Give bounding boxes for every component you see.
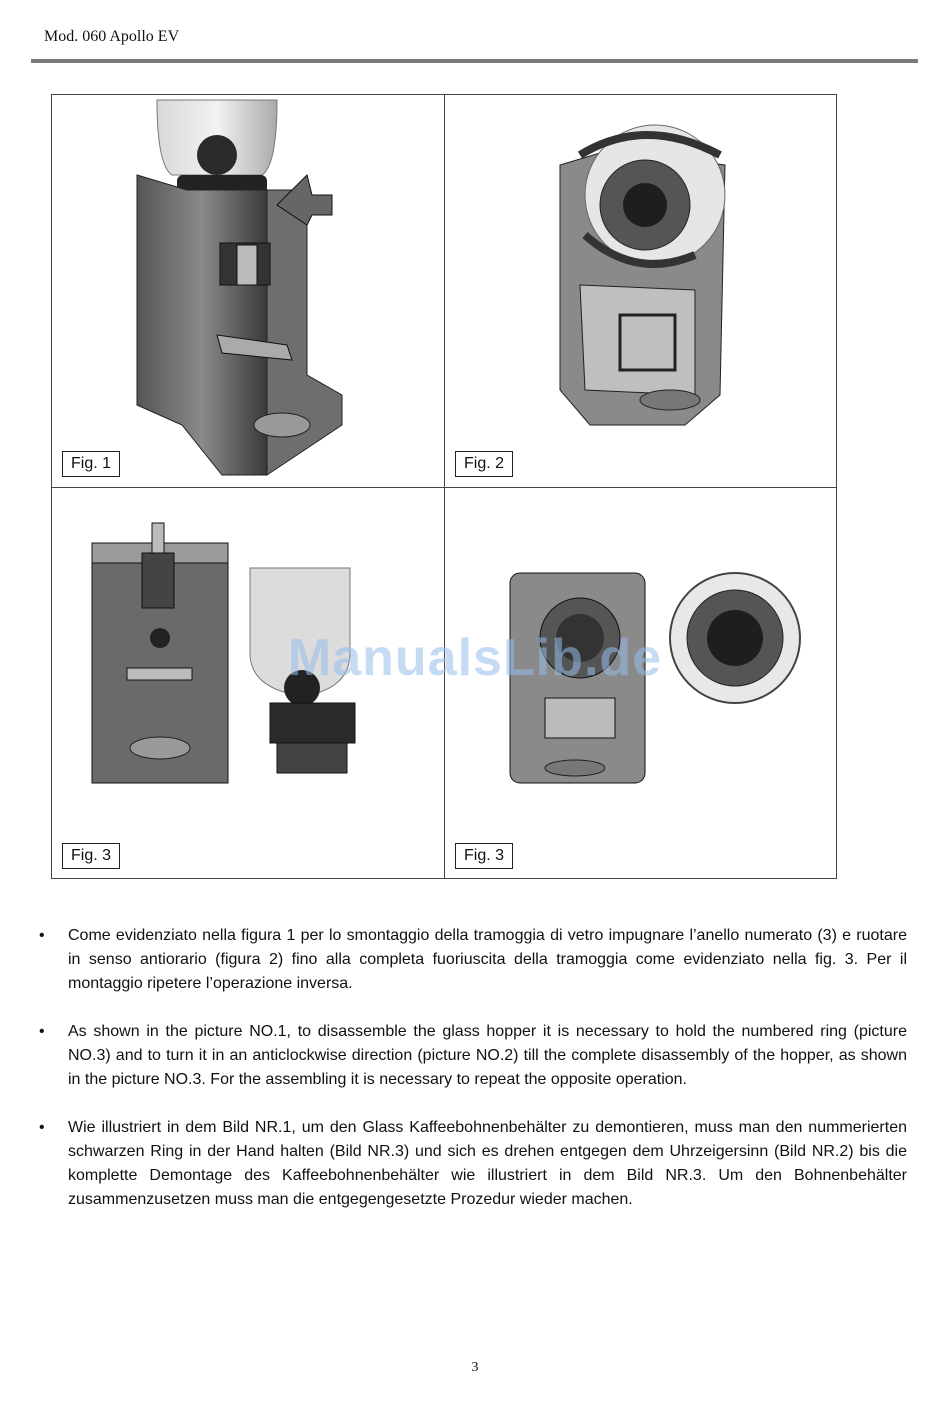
instruction-german-text: Wie illustriert in dem Bild NR.1, um den Glass Kaffeebohnenbehälter zu demontieren, muss man den nummerierten schwarzen Ring in der Hand halten (Bild NR.3) und sich es drehen entgegen dem Uhrzeigersinn (Bild NR.2) bis die komplette Demontage des Kaffeebohnenbehälter wie illustriert in dem Bild NR.3. Um den Bohnenbehälter zusammenzusetzen muss man die entgegengesetzte Prozedur wieder machen.	[68, 1119, 907, 1208]
figure-grid	[51, 94, 837, 879]
watermark: ManualsLib.de	[287, 629, 663, 687]
instruction-english	[39, 1020, 907, 1092]
instruction-list	[39, 924, 907, 1236]
bullet-dot: •	[39, 1119, 45, 1136]
page-number: 3	[471, 1360, 479, 1375]
figure-2-grinder-illustration	[445, 95, 837, 487]
figure-1-cell	[52, 95, 444, 487]
figure-3b-label: Fig. 3	[455, 843, 513, 869]
figure-3-label: Fig. 3	[62, 843, 120, 869]
instruction-english-text: As shown in the picture NO.1, to disassemble the glass hopper it is necessary to hold the numbered ring (picture NO.3) and to turn it in an anticlockwise direction (picture NO.2) till the complete disassembly of the hopper, as shown in the picture NO.3. For the assembling it is necessary to repeat the opposite operation.	[68, 1023, 907, 1088]
header-rule	[31, 59, 918, 63]
bullet-dot: •	[39, 927, 45, 944]
bullet-dot: •	[39, 1023, 45, 1040]
figure-1-grinder-illustration	[52, 95, 444, 487]
instruction-german	[39, 1116, 907, 1212]
figure-2-label: Fig. 2	[455, 451, 513, 477]
instruction-italian	[39, 924, 907, 996]
document-header-title: Mod. 060 Apollo EV	[44, 28, 180, 45]
figure-2-cell	[444, 95, 836, 487]
instruction-italian-text: Come evidenziato nella figura 1 per lo smontaggio della tramoggia di vetro impugnare l’anello numerato (3) e ruotare in senso antiorario (figura 2) fino alla completa fuoriuscita della tramoggia come evidenziato nella fig. 3. Per il montaggio ripetere l’operazione inversa.	[68, 927, 907, 992]
figure-1-label: Fig. 1	[62, 451, 120, 477]
